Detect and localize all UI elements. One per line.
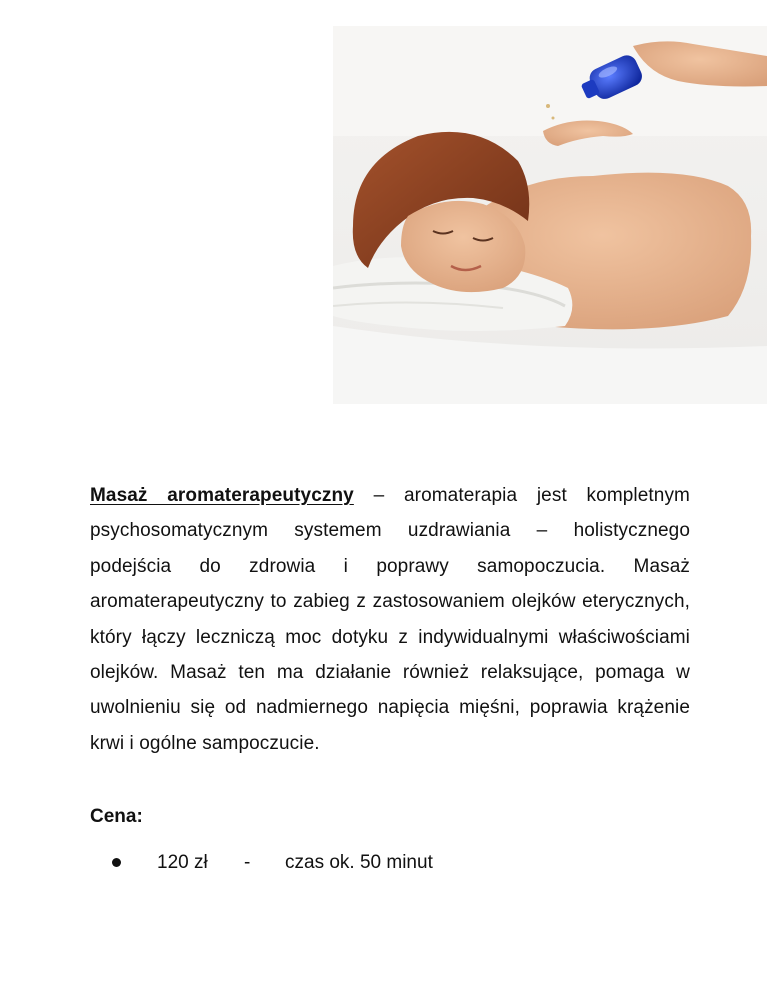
price-heading: Cena:: [90, 806, 143, 827]
massage-photo: [333, 26, 767, 404]
massage-name: Masaż aromaterapeutyczny: [90, 485, 354, 506]
description-section: [90, 478, 690, 761]
description-paragraph: [90, 478, 690, 761]
price-separator: -: [244, 852, 251, 873]
description-text: – aromaterapia jest kompletnym psychosomatycznym systemem uzdrawiania – holistycznego podejścia do zdrowia i poprawy samopoczucia. Masaż aromaterapeutyczny to zabieg z zastosowaniem olejków eterycznych, który łączy leczniczą moc dotyku z indywidualnymi właściwościami olejków. Masaż ten ma działanie również relaksujące, pomaga w uwolnieniu się od nadmiernego napięcia mięśni, poprawia krążenie krwi i ogólne sampoczucie.: [90, 485, 690, 754]
price-duration: czas ok. 50 minut: [285, 852, 433, 873]
price-amount: 120 zł: [157, 852, 208, 873]
bullet-icon: [112, 858, 121, 867]
massage-illustration: [333, 26, 767, 404]
